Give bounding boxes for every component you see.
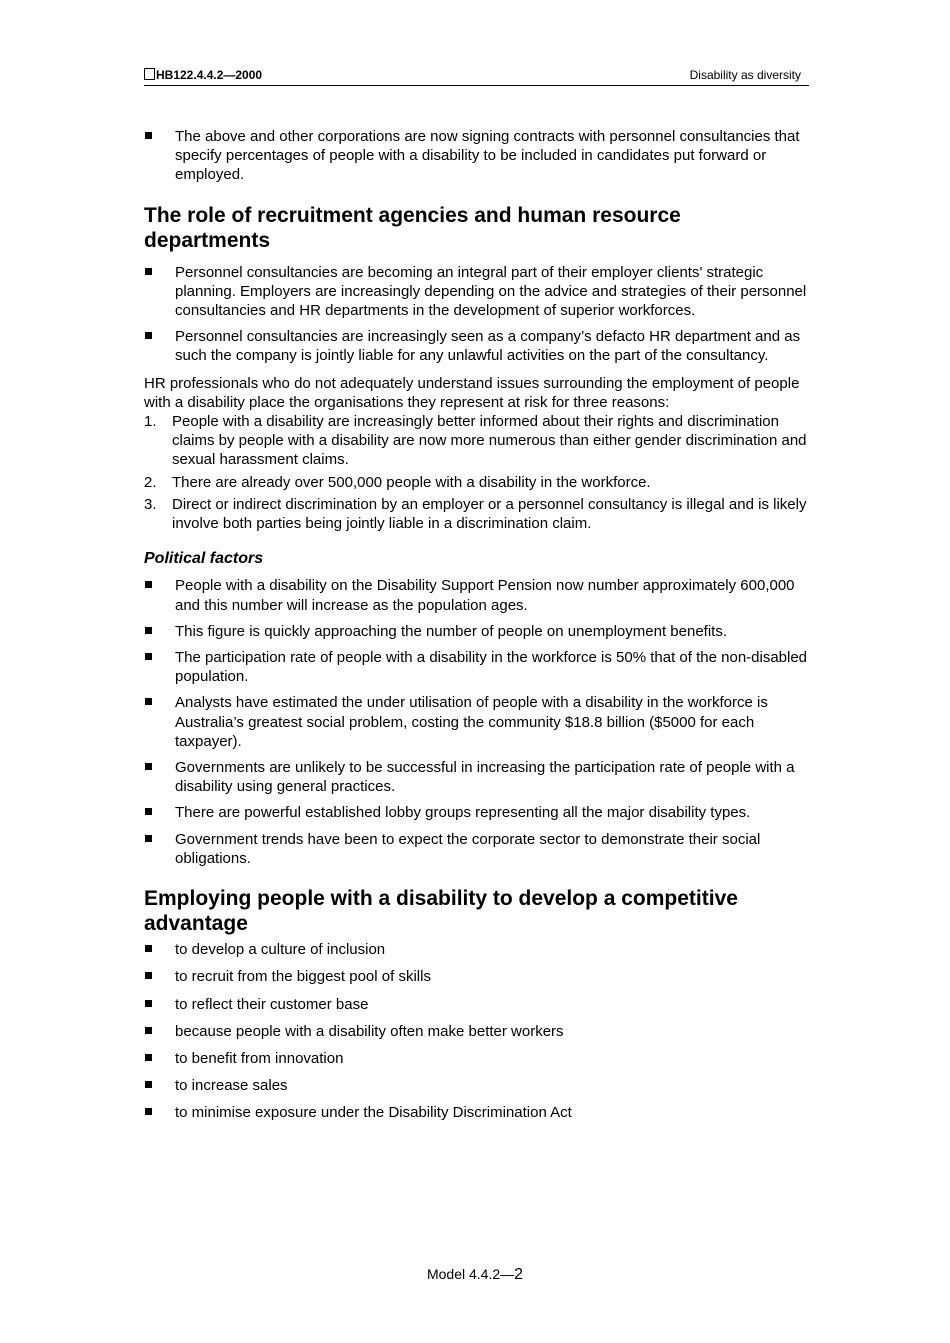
list-item: to increase sales (144, 1076, 812, 1095)
square-bullet-icon (145, 808, 152, 815)
square-bullet-icon (145, 1108, 152, 1115)
header-doc-code: HB122.4.4.2—2000 (144, 68, 262, 82)
list-item: Personnel consultancies are increasingly seen as a company’s defacto HR department and as such the company is jointly liable for any unlawful activities on the part of the consultancy. (144, 327, 812, 365)
square-bullet-icon (145, 268, 152, 275)
page-content (144, 127, 812, 1131)
intro-bullet-list (144, 127, 812, 185)
square-bullet-icon (145, 653, 152, 660)
section-heading-recruitment: The role of recruitment agencies and human resource departments (144, 203, 681, 252)
header-section-title: Disability as diversity (689, 68, 801, 82)
list-item: to reflect their customer base (144, 995, 812, 1014)
list-item: This figure is quickly approaching the number of people on unemployment benefits. (144, 622, 812, 641)
square-bullet-icon (145, 1000, 152, 1007)
list-item: Personnel consultancies are becoming an integral part of their employer clients' strategic planning. Employers are increasingly depending on the advice and strategies of their personnel consultancies and HR departments in the development of superior workforces. (144, 263, 812, 321)
list-item: to develop a culture of inclusion (144, 940, 812, 959)
recruitment-bullet-list (144, 263, 812, 366)
list-item: to minimise exposure under the Disability Discrimination Act (144, 1103, 812, 1122)
square-bullet-icon (145, 698, 152, 705)
section-heading-competitive-advantage: Employing people with a disability to develop a competitive advantage (144, 887, 738, 936)
square-bullet-icon (145, 1054, 152, 1061)
advantage-bullet-list (144, 940, 812, 1122)
reasons-list (144, 412, 812, 533)
list-item: There are powerful established lobby groups representing all the major disability types. (144, 803, 812, 822)
list-item: Analysts have estimated the under utilisation of people with a disability in the workforce is Australia’s greatest social problem, costing the community $18.8 billion ($5000 for each taxpayer). (144, 693, 812, 751)
list-item: to recruit from the biggest pool of skills (144, 967, 812, 986)
list-item: The participation rate of people with a disability in the workforce is 50% that of the non-disabled population. (144, 648, 812, 686)
list-item: to benefit from innovation (144, 1049, 812, 1068)
list-item: Government trends have been to expect the corporate sector to demonstrate their social obligations. (144, 830, 812, 868)
list-item: People with a disability on the Disability Support Pension now number approximately 600,000 and this number will increase as the population ages. (144, 576, 812, 614)
list-item: 3. Direct or indirect discrimination by an employer or a personnel consultancy is illegal and is likely involve both parties being jointly liable in a discrimination claim. (144, 495, 807, 533)
square-bullet-icon (145, 1027, 152, 1034)
square-bullet-icon (145, 972, 152, 979)
list-item: 1. People with a disability are increasingly better informed about their rights and discrimination claims by people with a disability are now more numerous than either gender discrimination and sexual harassment claims. (144, 413, 807, 469)
square-bullet-icon (145, 945, 152, 952)
checkbox-icon (144, 68, 155, 80)
square-bullet-icon (145, 132, 152, 139)
political-bullet-list (144, 576, 812, 868)
page-header (144, 67, 809, 86)
square-bullet-icon (145, 581, 152, 588)
square-bullet-icon (145, 627, 152, 634)
section-heading-political: Political factors (144, 550, 264, 568)
list-item: 2. There are already over 500,000 people with a disability in the workforce. (144, 473, 651, 491)
hr-risk-paragraph: HR professionals who do not adequately understand issues surrounding the employment of people with a disability place the organisations they represent at risk for three reasons: (144, 374, 800, 411)
page-number: 2 (514, 1266, 524, 1283)
square-bullet-icon (145, 1081, 152, 1088)
square-bullet-icon (145, 835, 152, 842)
list-item: because people with a disability often make better workers (144, 1022, 812, 1041)
list-item: The above and other corporations are now signing contracts with personnel consultancies that specify percentages of people with a disability to be included in candidates put forward or employed. (144, 127, 812, 185)
square-bullet-icon (145, 332, 152, 339)
list-item: Governments are unlikely to be successful in increasing the participation rate of people with a disability using general practices. (144, 758, 812, 796)
square-bullet-icon (145, 763, 152, 770)
page-footer (0, 1266, 950, 1284)
footer-label: Model 4.4.2— (426, 1266, 515, 1282)
